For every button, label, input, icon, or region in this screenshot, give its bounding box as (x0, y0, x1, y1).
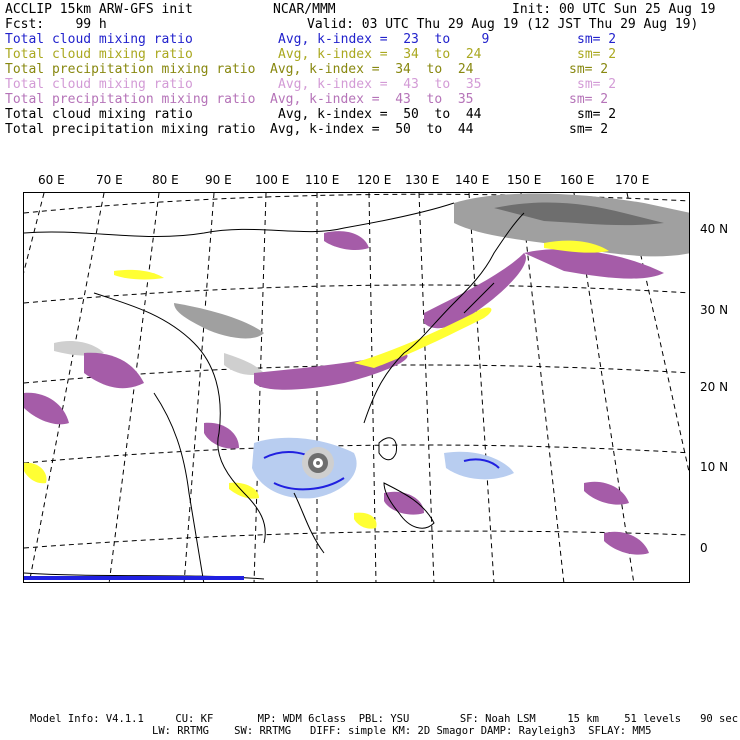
field-avg: Avg, k-index = 43 to 35 (278, 77, 482, 92)
field-smoothing: sm= 2 (577, 32, 617, 47)
latitude-label: 0 (700, 541, 708, 555)
field-avg: Avg, k-index = 50 to 44 (278, 107, 482, 122)
coastlines (24, 203, 524, 583)
field-avg: Avg, k-index = 34 to 24 (270, 62, 474, 77)
field-name: Total precipitation mixing ratio (5, 62, 256, 77)
longitude-label: 150 E (507, 173, 542, 187)
equatorial-band (24, 576, 244, 580)
field-avg: Avg, k-index = 43 to 35 (270, 92, 474, 107)
map-canvas (24, 193, 690, 583)
longitude-label: 80 E (152, 173, 179, 187)
longitude-label: 160 E (560, 173, 595, 187)
field-name: Total cloud mixing ratio (5, 32, 193, 47)
latitude-label: 10 N (700, 460, 729, 474)
field-avg: Avg, k-index = 34 to 24 (278, 47, 482, 62)
field-smoothing: sm= 2 (577, 47, 617, 62)
field-name: Total cloud mixing ratio (5, 107, 193, 122)
field-smoothing: sm= 2 (569, 92, 609, 107)
longitude-label: 140 E (455, 173, 490, 187)
field-name: Total cloud mixing ratio (5, 47, 193, 62)
latitude-label: 40 N (700, 222, 729, 236)
longitude-label: 100 E (255, 173, 290, 187)
longitude-line (469, 193, 494, 583)
longitude-line (184, 193, 214, 583)
field-name: Total precipitation mixing ratio (5, 122, 256, 137)
latitude-label: 30 N (700, 303, 729, 317)
field-smoothing: sm= 2 (577, 107, 617, 122)
typhoon-vortex (302, 447, 334, 479)
model-physics: LW: RRTMG SW: RRTMG DIFF: simple KM: 2D Smagor DAMP: Rayleigh3 SFLAY: MM5 (152, 725, 652, 737)
field-name: Total cloud mixing ratio (5, 77, 193, 92)
organization: NCAR/MMM (273, 2, 336, 17)
field-avg: Avg, k-index = 23 to 9 (278, 32, 490, 47)
longitude-label: 130 E (405, 173, 440, 187)
latitude-line (24, 445, 690, 463)
latitude-label: 20 N (700, 380, 729, 394)
model-info: Model Info: V4.1.1 CU: KF MP: WDM 6class PBL: YSU SF: Noah LSM 15 km 51 levels 90 sec (30, 713, 739, 725)
field-smoothing: sm= 2 (577, 77, 617, 92)
longitude-label: 170 E (615, 173, 650, 187)
valid-time: Valid: 03 UTC Thu 29 Aug 19 (12 JST Thu 29 Aug 19) (307, 17, 699, 32)
longitude-label: 110 E (305, 173, 340, 187)
field-smoothing: sm= 2 (569, 62, 609, 77)
field-avg: Avg, k-index = 50 to 44 (270, 122, 474, 137)
longitude-line (29, 193, 104, 583)
field-smoothing: sm= 2 (569, 122, 609, 137)
model-title: ACCLIP 15km ARW-GFS init (5, 2, 193, 17)
longitude-label: 90 E (205, 173, 232, 187)
init-time: Init: 00 UTC Sun 25 Aug 19 (512, 2, 716, 17)
longitude-label: 60 E (38, 173, 65, 187)
longitude-line (24, 193, 44, 583)
field-name: Total precipitation mixing ratio (5, 92, 256, 107)
latitude-line (24, 531, 690, 548)
longitude-label: 120 E (357, 173, 392, 187)
forecast-map (23, 192, 690, 583)
cloud-field-purple (24, 231, 664, 555)
forecast-hour: Fcst: 99 h (5, 17, 107, 32)
longitude-label: 70 E (96, 173, 123, 187)
longitude-line (109, 193, 159, 583)
